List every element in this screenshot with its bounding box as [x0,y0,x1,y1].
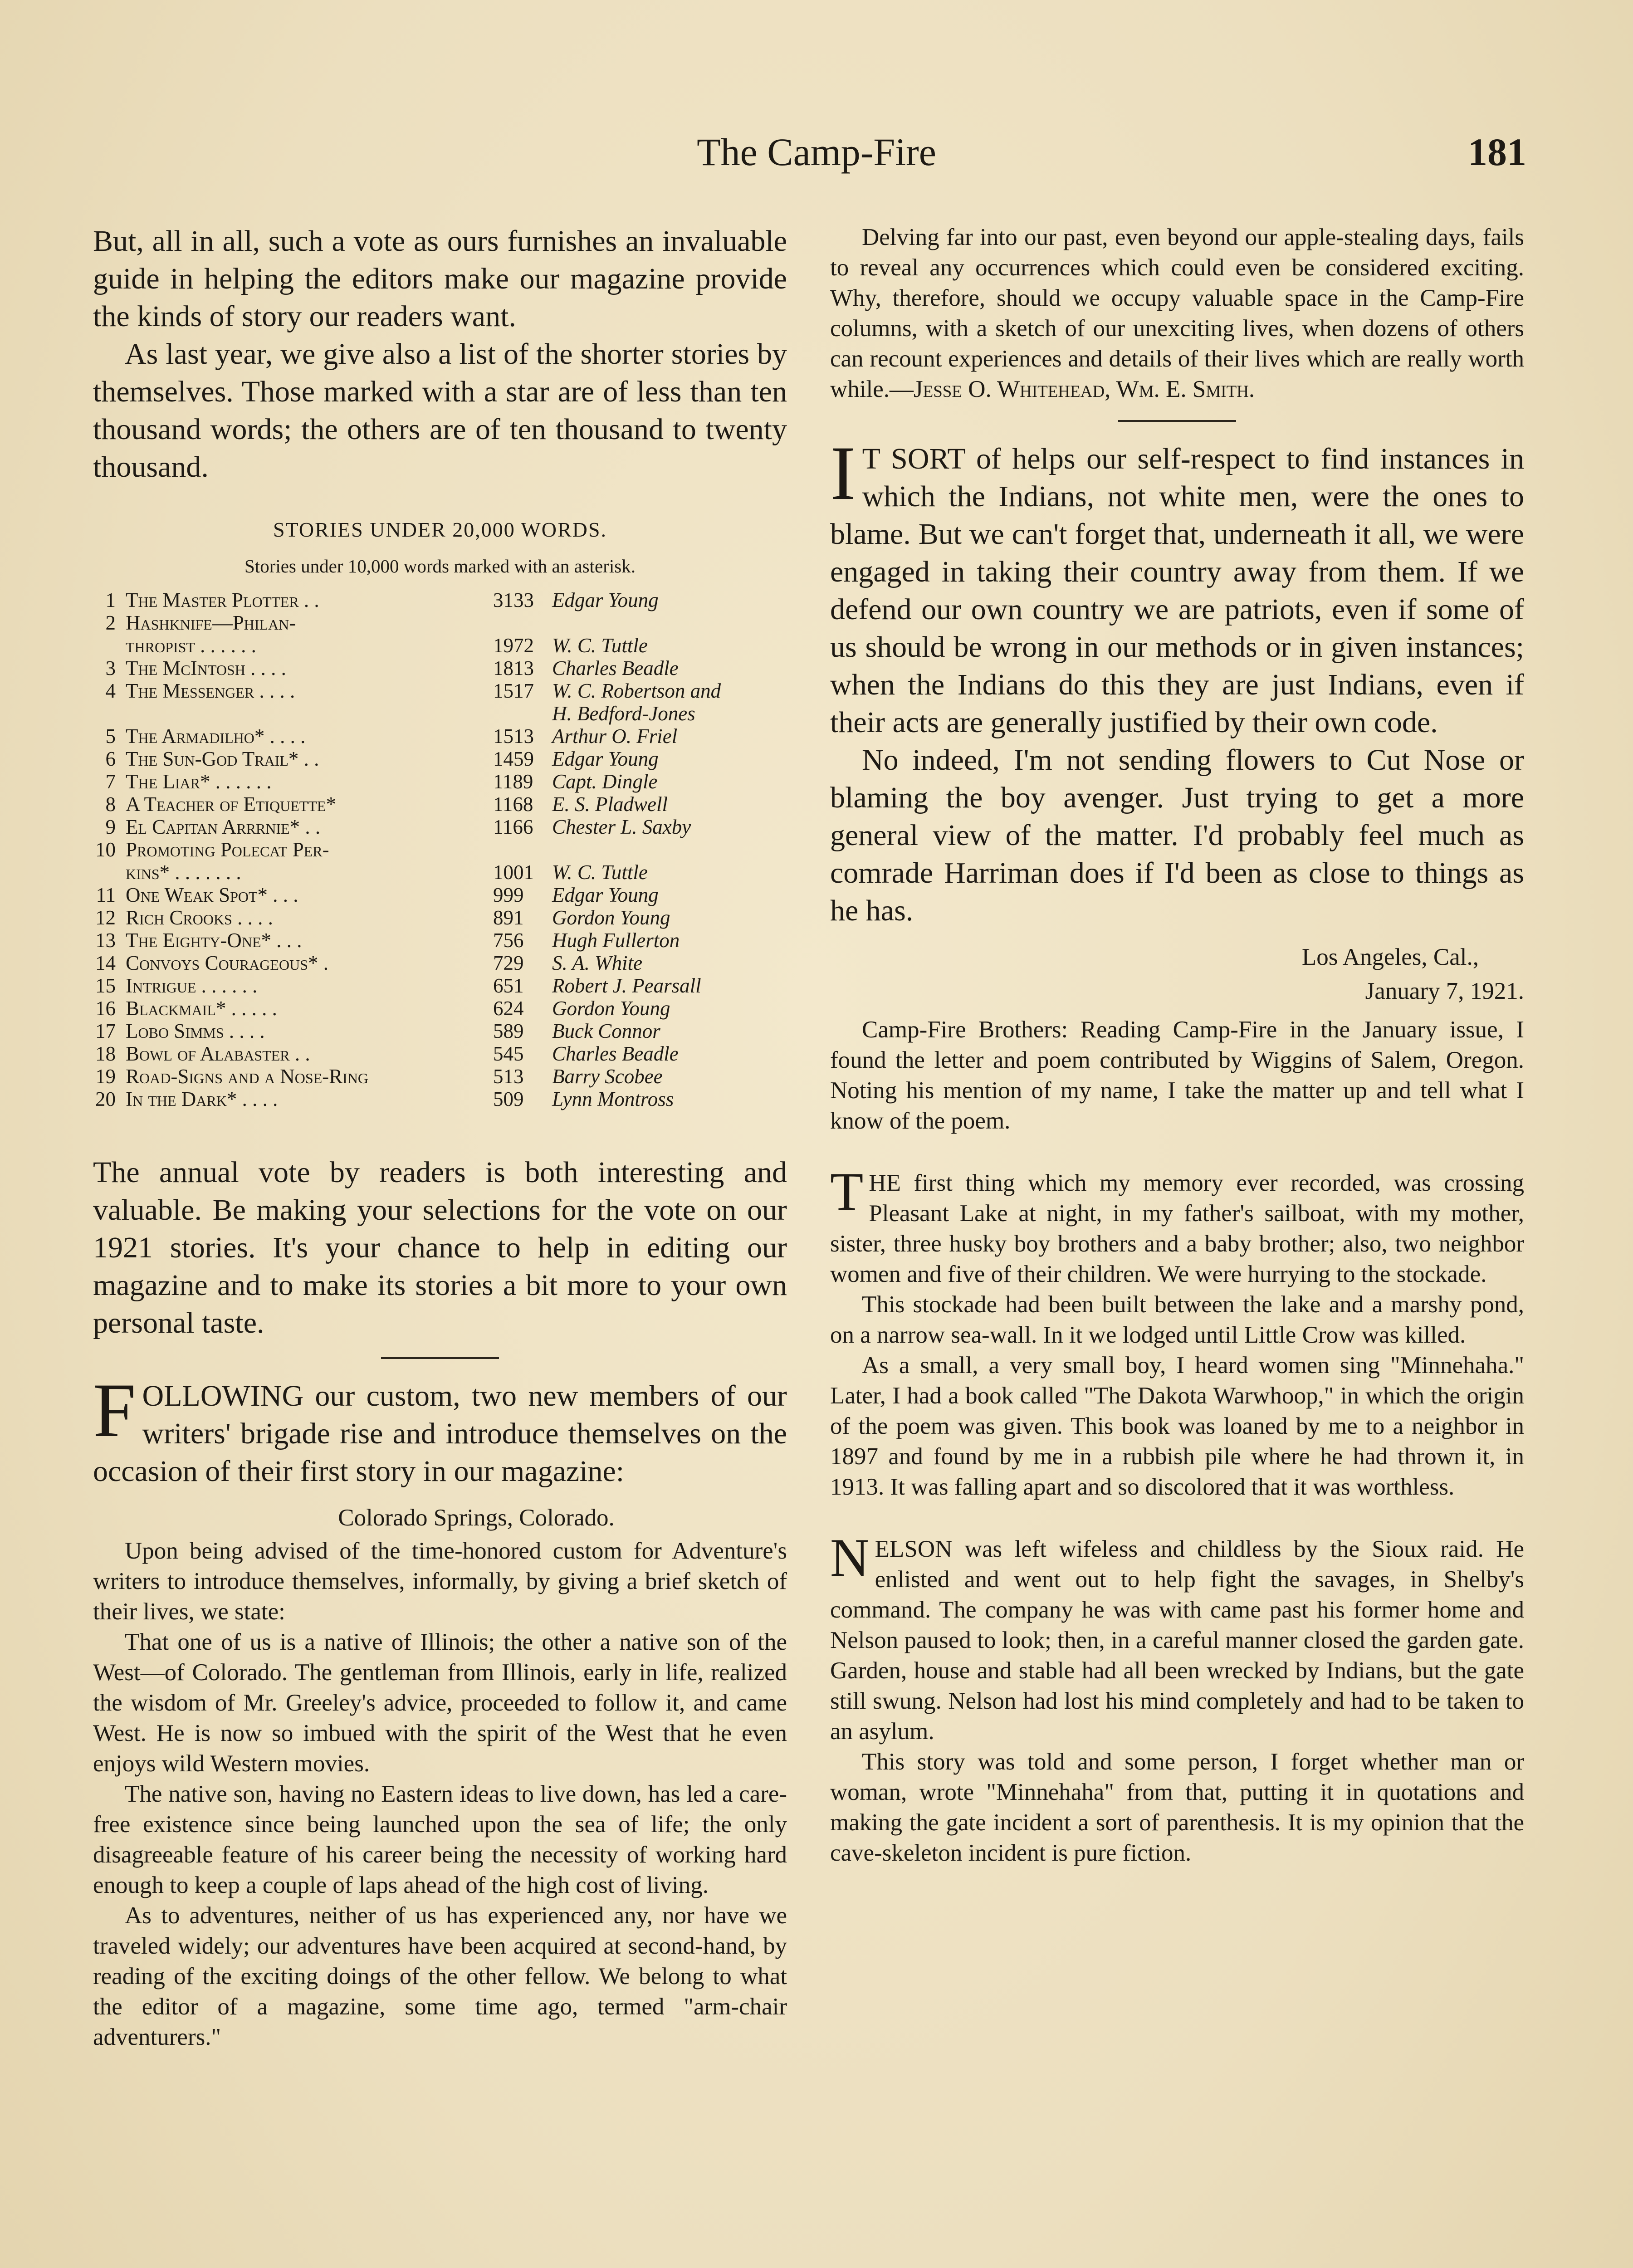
story-author: E. S. Pladwell [552,793,668,816]
story-words: 756 [493,929,524,952]
story-row [93,725,787,748]
dateline-colorado: Colorado Springs, Colorado. [338,1505,615,1531]
story-row [93,929,787,952]
story-author [552,611,787,634]
following-text: OLLOWING our custom, two new members of our writers' brigade rise and introduce themselves on the occasion of their first story in our magazine: [93,1379,787,1488]
story-author: Lynn Montross [552,1088,674,1110]
following-paragraph [93,1368,787,1490]
story-author: W. C. Tuttle [552,861,648,884]
story-number: 1 [105,589,116,611]
story-row [93,657,787,679]
story-title: Bowl of Alabaster . . [126,1042,310,1065]
story-title: Convoys Courageous* . [126,952,328,974]
first-thing-text: HE first thing which my memory ever recorded, was crossing Pleasant Lake at night, in my father's sailboat, with my mother, sister, three husky boy brothers and a baby brother; also, two neighbor women and five of their children. We were hurrying to the stockade. [830,1170,1524,1287]
story-words: 999 [493,884,524,906]
story-title: The McIntosh . . . . [126,657,286,679]
story-author: Arthur O. Friel [552,725,678,748]
drop-cap-i: I [830,430,856,516]
story-number: 16 [95,997,116,1020]
stories-table [93,589,787,1110]
story-words: 729 [493,952,524,974]
letter-ending [830,222,1524,405]
story-row [93,861,787,884]
story-number: 4 [105,679,116,702]
story-row [93,974,787,997]
story-row [93,1042,787,1065]
story-author: Charles Beadle [552,1042,679,1065]
story-title: Blackmail* . . . . . [126,997,277,1020]
story-number: 14 [95,952,116,974]
story-title: In the Dark* . . . . [126,1088,278,1110]
story-title: Promoting Polecat Per- [126,838,329,861]
story-title: The Messenger . . . . [126,679,295,702]
nelson-paragraph [830,1527,1524,1747]
small-boy-paragraph: As a small, a very small boy, I heard women sing "Minnehaha." Later, I had a book called "The Dakota Warwhoop," in which the origin of the poem was given. This book was loaned by me to a neighbor in 1897 and found by me in a rubbish pile where he had thrown it, in 1913. It was falling apart and so discolored that it was worthless. [830,1352,1524,1500]
story-words: 1459 [493,748,534,770]
letter-ending-text: Delving far into our past, even beyond our apple-stealing days, fails to reveal any occurrences which could even be considered exciting. Why, therefore, should we occupy valuable space in the Camp-Fire columns, with a sketch of our unexciting lives, when dozens of others can recount experiences and details of their lives which are really worth while.— [830,224,1524,402]
story-row [93,770,787,793]
story-title: thropist . . . . . . [126,634,256,657]
story-number: 6 [105,748,116,770]
story-title: The Armadilho* . . . . [126,725,306,748]
story-number: 10 [95,838,116,861]
story-title: kins* . . . . . . . [126,861,241,884]
right-column [830,222,1524,1868]
story-title: The Liar* . . . . . . [126,770,272,793]
story-author: Chester L. Saxby [552,816,691,838]
story-number: 2 [105,611,116,634]
story-title: One Weak Spot* . . . [126,884,298,906]
story-words: 651 [493,974,524,997]
story-words: 589 [493,1020,524,1042]
story-author: Gordon Young [552,997,670,1020]
story-title: Lobo Simms . . . . [126,1020,265,1042]
story-number: 20 [95,1088,116,1110]
table-title: STORIES UNDER 20,000 WORDS. [273,518,607,541]
intro-paragraph: As last year, we give also a list of the shorter stories by themselves. Those marked with a star are of less than ten thousand words; the others are of ten thousand to twenty thousand. [93,337,787,484]
story-number [93,634,116,657]
story-words: 1972 [493,634,534,657]
story-title: Rich Crooks . . . . [126,906,273,929]
story-author [552,838,787,861]
story-words: 1189 [493,770,533,793]
story-author: Buck Connor [552,1020,660,1042]
story-author: Edgar Young [552,884,659,906]
story-number: 18 [95,1042,116,1065]
story-row [93,884,787,906]
story-words: 545 [493,1042,524,1065]
divider-rule [1118,420,1236,422]
drop-cap-n: N [830,1527,870,1588]
dateline-date: January 7, 1921. [1365,978,1524,1004]
nelson-text: ELSON was left wifeless and childless by the Sioux raid. He enlisted and went out to help fight the savages, in Shelby's command. The company he was with came past his former home and Nelson paused to look; then, in a careful manner closed the garden gate. Garden, house and stable had all been wrecked by Indians, but the gate still swung. Nelson had lost his mind completely and had to be taken to an asylum. [830,1536,1524,1745]
story-number: 13 [95,929,116,952]
sort-paragraph [830,430,1524,741]
first-thing-paragraph [830,1161,1524,1290]
left-column [93,222,787,2053]
story-number [93,861,116,884]
story-author: H. Bedford-Jones [552,702,695,725]
story-number: 7 [105,770,116,793]
letter-paragraph: The native son, having no Eastern ideas to live down, has led a care-free existence since being launched upon the sea of life; the only disagreeable feature of his career being the necessity of working hard enough to keep a couple of laps ahead of the high cost of living. [93,1781,787,1898]
sort-text: T SORT of helps our self-respect to find instances in which the Indians, not white men, were the ones to blame. But we can't forget that, underneath it all, we were engaged in taking their country away from them. If we defend our own country we are patriots, even if some of us should be wrong in our methods or in given instances; when the Indians do this they are just Indians, even if their acts are generally justified by their own code. [830,442,1524,739]
story-number: 11 [96,884,116,906]
story-words: 1517 [493,679,534,702]
story-row [93,634,787,657]
story-told-paragraph: This story was told and some person, I forget whether man or woman, wrote "Minnehaha" from that, putting it in quotations and making the gate incident a sort of parenthesis. It is my opinion that the cave-skeleton incident is pure fiction. [830,1749,1524,1866]
dateline-los-angeles: Los Angeles, Cal., [1301,944,1479,970]
no-indeed-paragraph: No indeed, I'm not sending flowers to Cut Nose or blaming the boy avenger. Just trying to get a more general view of the matter. I'd probably feel much as comrade Harriman does if I'd been as close to things as he has. [830,743,1524,927]
story-title: The Eighty-One* . . . [126,929,302,952]
divider-rule [381,1357,499,1359]
story-words [493,838,552,861]
letter-paragraphs [93,1536,787,2053]
story-title: The Sun-God Trail* . . [126,748,319,770]
story-title: Road-Signs and a Nose-Ring [126,1065,369,1088]
stockade-paragraph: This stockade had been built between the lake and a marshy pond, on a narrow sea-wall. In it we lodged until Little Crow was killed. [830,1291,1524,1348]
story-author: Robert J. Pearsall [552,974,701,997]
story-author: Capt. Dingle [552,770,658,793]
story-words: 513 [493,1065,524,1088]
page-number: 181 [1468,130,1526,174]
brothers-paragraph: Camp-Fire Brothers: Reading Camp-Fire in the January issue, I found the letter and poem contributed by Wiggins of Salem, Oregon. Noting his mention of my name, I take the matter up and tell what I know of the poem. [830,1017,1524,1134]
story-number: 3 [105,657,116,679]
intro-paragraph: But, all in all, such a vote as ours furnishes an invaluable guide in helping the editors make our magazine provide the kinds of story our readers want. [93,225,787,333]
story-author: Edgar Young [552,748,659,770]
story-title [116,702,493,725]
story-row [93,1088,787,1110]
story-author: Edgar Young [552,589,659,611]
story-words [493,611,552,634]
letter-paragraph: Upon being advised of the time-honored custom for Adventure's writers to introduce themselves, informally, by giving a brief sketch of their lives, we state: [93,1538,787,1625]
story-number: 15 [95,974,116,997]
story-author: S. A. White [552,952,643,974]
story-words: 1166 [493,816,533,838]
story-number: 17 [95,1020,116,1042]
story-title: Hashknife—Philan- [126,611,296,634]
story-row [93,906,787,929]
story-row [93,793,787,816]
story-title: Intrigue . . . . . . [126,974,258,997]
story-author: Hugh Fullerton [552,929,680,952]
story-words: 1168 [493,793,533,816]
story-number [93,702,116,725]
running-header-title: The Camp-Fire [697,130,936,174]
story-number: 5 [105,725,116,748]
story-row [93,997,787,1020]
story-words [493,702,552,725]
story-number: 12 [95,906,116,929]
story-author: W. C. Robertson and [552,679,721,702]
story-words: 509 [493,1088,524,1110]
drop-cap-t: T [830,1161,864,1222]
signature: Jesse O. Whitehead, Wm. E. Smith. [914,376,1255,402]
story-title: El Capitan Arrrnie* . . [126,816,321,838]
story-number: 9 [105,816,116,838]
story-title: The Master Plotter . . [126,589,319,611]
story-title: A Teacher of Etiquette* [126,793,336,816]
story-author: Charles Beadle [552,657,679,679]
story-author: W. C. Tuttle [552,634,648,657]
story-words: 1513 [493,725,534,748]
story-row [93,816,787,838]
letter-paragraph: As to adventures, neither of us has experienced any, nor have we traveled widely; our adventures have been acquired at second-hand, by reading of the exciting doings of the other fellow. We belong to what the editor of a magazine, some time ago, termed "arm-chair adventurers." [93,1902,787,2050]
story-row [93,952,787,974]
story-row [93,838,787,861]
letter-paragraph: That one of us is a native of Illinois; the other a native son of the West—of Colorado. The gentleman from Illinois, early in life, realized the wisdom of Mr. Greeley's advice, proceeded to follow it, and came West. He is now so imbued with the spirit of the West that he even enjoys wild Western movies. [93,1629,787,1777]
story-row [93,702,787,725]
story-words: 1001 [493,861,534,884]
story-row [93,1020,787,1042]
story-row [93,748,787,770]
story-words: 3133 [493,589,534,611]
story-words: 1813 [493,657,534,679]
vote-paragraph: The annual vote by readers is both interesting and valuable. Be making your selections for the vote on our 1921 stories. It's your chance to help in editing our magazine and to make its stories a bit more to your own personal taste. [93,1156,787,1339]
story-author: Barry Scobee [552,1065,663,1088]
drop-cap-f: F [93,1368,136,1453]
story-author: Gordon Young [552,906,670,929]
story-words: 624 [493,997,524,1020]
story-words: 891 [493,906,524,929]
story-row [93,679,787,702]
table-subtitle: Stories under 10,000 words marked with an asterisk. [244,556,636,577]
story-row [93,611,787,634]
story-number: 8 [105,793,116,816]
story-row [93,589,787,611]
story-number: 19 [95,1065,116,1088]
story-row [93,1065,787,1088]
intro-paragraphs [93,222,787,486]
